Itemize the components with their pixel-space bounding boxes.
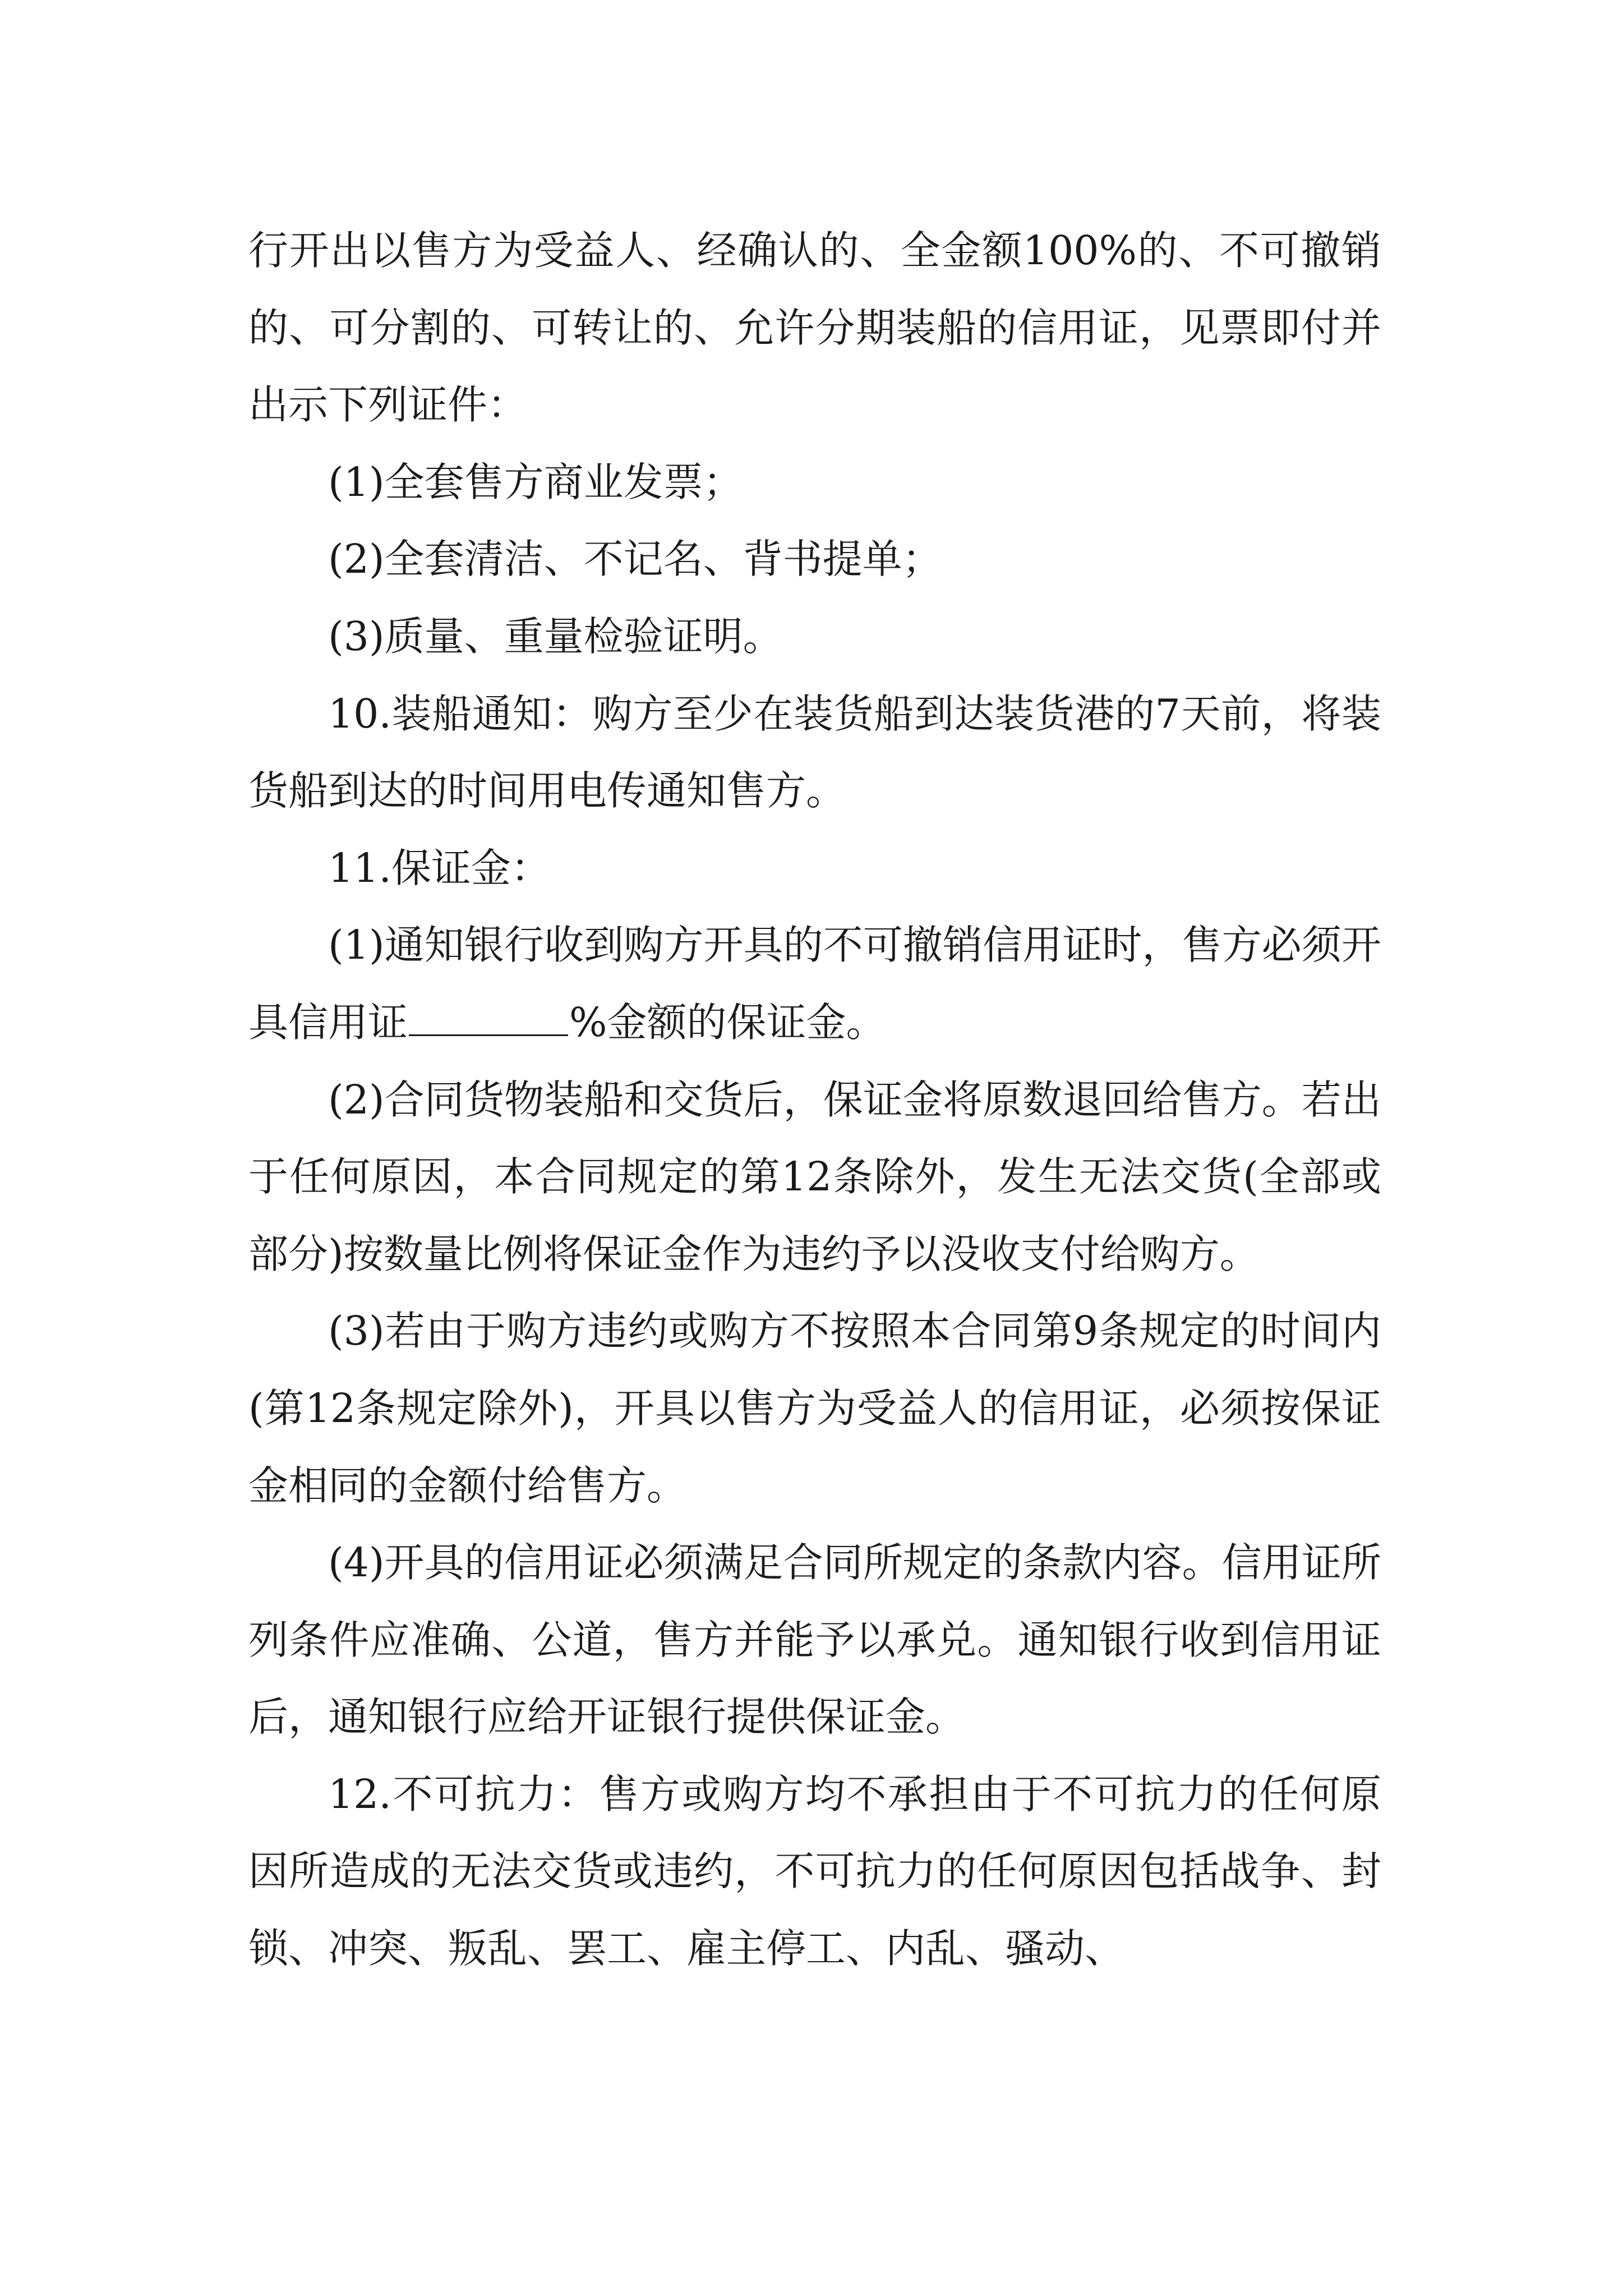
clause-11-deposit-heading: 11.保证金：: [328, 844, 551, 891]
list-item-inspection-certificate: (3)质量、重量检验证明。: [328, 613, 783, 660]
clause-11-item-1-text-after: %金额的保证金。: [569, 999, 886, 1046]
document-body: [248, 212, 1381, 1987]
clause-11-item-1: [248, 907, 1381, 1061]
clause-10-shipment-notice: 10.装船通知：购方至少在装货船到达装货港的7天前，将装货船到达的时间用电传通知售方。: [248, 690, 1381, 815]
clause-11-item-1-text-before: (1)通知银行收到购方开具的不可撤销信用证时，售方必须开具信用证: [248, 922, 1381, 1046]
clause-11-item-4: (4)开具的信用证必须满足合同所规定的条款内容。信用证所列条件应准确、公道，售方并能予以承兑。通知银行收到信用证后，通知银行应给开证银行提供保证金。: [248, 1539, 1381, 1741]
list-item-bill-of-lading: (2)全套清洁、不记名、背书提单；: [328, 536, 942, 583]
list-item-commercial-invoice: (1)全套售方商业发票；: [328, 458, 743, 505]
clause-11-item-3: (3)若由于购方违约或购方不按照本合同第9条规定的时间内(第12条规定除外)，开具以售方为受益人的信用证，必须按保证金相同的金额付给售方。: [248, 1308, 1381, 1509]
fill-in-blank-percentage: [409, 1001, 568, 1036]
paragraph-letter-of-credit-terms: 行开出以售方为受益人、经确认的、全金额100%的、不可撤销的、可分割的、可转让的、允许分期装船的信用证，见票即付并出示下列证件：: [248, 227, 1381, 429]
clause-11-item-2: (2)合同货物装船和交货后，保证金将原数退回给售方。若出于任何原因，本合同规定的第12条除外，发生无法交货(全部或部分)按数量比例将保证金作为违约予以没收支付给购方。: [248, 1076, 1381, 1277]
clause-12-force-majeure: 12.不可抗力：售方或购方均不承担由于不可抗力的任何原因所造成的无法交货或违约，不可抗力的任何原因包括战争、封锁、冲突、叛乱、罢工、雇主停工、内乱、骚动、: [248, 1770, 1381, 1972]
